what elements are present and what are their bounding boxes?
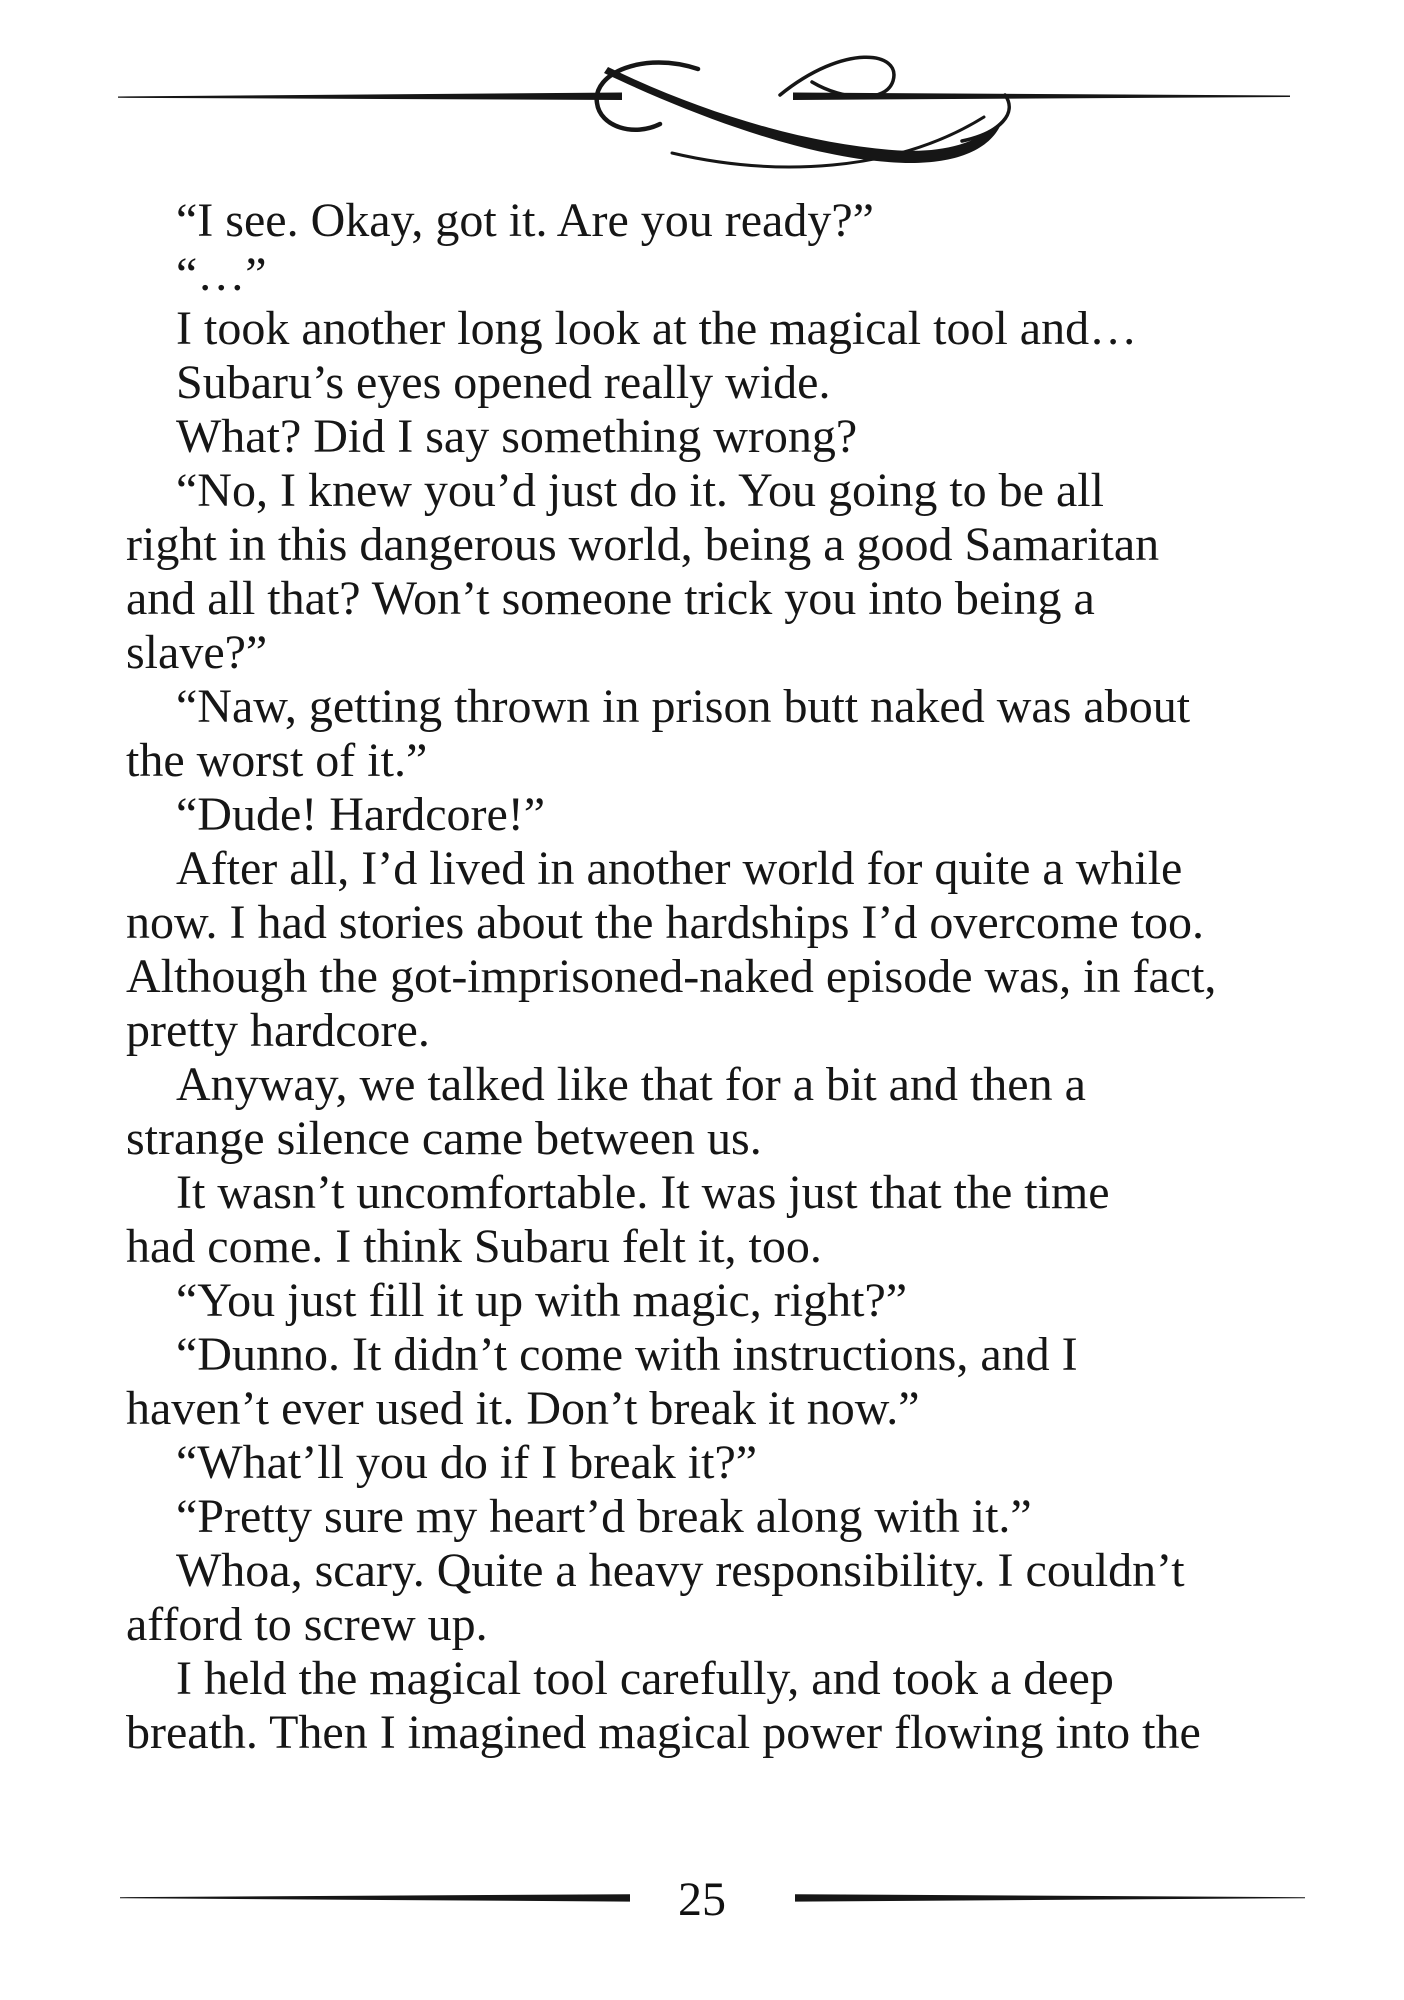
text-line: “Dunno. It didn’t come with instructions, and I [176, 1328, 1078, 1381]
text-line: Whoa, scary. Quite a heavy responsibility. I couldn’t [176, 1544, 1185, 1597]
text-line: afford to screw up. [126, 1598, 488, 1651]
header-flourish-icon [110, 55, 1300, 170]
text-line: It wasn’t uncomfortable. It was just that the time [176, 1166, 1110, 1219]
text-line: I took another long look at the magical tool and… [176, 302, 1138, 355]
text-line: the worst of it.” [126, 734, 428, 787]
text-line: “Pretty sure my heart’d break along with it.” [176, 1490, 1032, 1543]
text-line: slave?” [126, 626, 268, 679]
text-line: “No, I knew you’d just do it. You going to be all [176, 464, 1104, 517]
text-line: now. I had stories about the hardships I’d overcome too. [126, 896, 1204, 949]
page-number: 25 [678, 1873, 726, 1926]
text-line: “Naw, getting thrown in prison butt naked was about [176, 680, 1191, 733]
text-line: right in this dangerous world, being a good Samaritan [126, 518, 1160, 571]
text-line: “Dude! Hardcore!” [176, 788, 546, 841]
body-text [126, 194, 1366, 1760]
text-line: Anyway, we talked like that for a bit and then a [176, 1058, 1086, 1111]
text-line: haven’t ever used it. Don’t break it now.” [126, 1382, 920, 1435]
text-line: strange silence came between us. [126, 1112, 762, 1165]
text-line: “I see. Okay, got it. Are you ready?” [176, 194, 874, 247]
text-line: Although the got-imprisoned-naked episode was, in fact, [126, 950, 1217, 1003]
text-line: pretty hardcore. [126, 1004, 430, 1057]
text-line: had come. I think Subaru felt it, too. [126, 1220, 822, 1273]
header-left-rule [118, 93, 622, 101]
text-line: What? Did I say something wrong? [176, 410, 858, 463]
text-line: I held the magical tool carefully, and took a deep [176, 1652, 1114, 1705]
text-line: breath. Then I imagined magical power flowing into the [126, 1706, 1201, 1759]
footer-right-rule [795, 1893, 1305, 1903]
text-line: “You just fill it up with magic, right?” [176, 1274, 908, 1327]
text-line: Subaru’s eyes opened really wide. [176, 356, 831, 409]
text-line: After all, I’d lived in another world for quite a while [176, 842, 1183, 895]
text-line: “What’ll you do if I break it?” [176, 1436, 758, 1489]
text-line: and all that? Won’t someone trick you into being a [126, 572, 1095, 625]
text-line: “…” [176, 248, 267, 301]
